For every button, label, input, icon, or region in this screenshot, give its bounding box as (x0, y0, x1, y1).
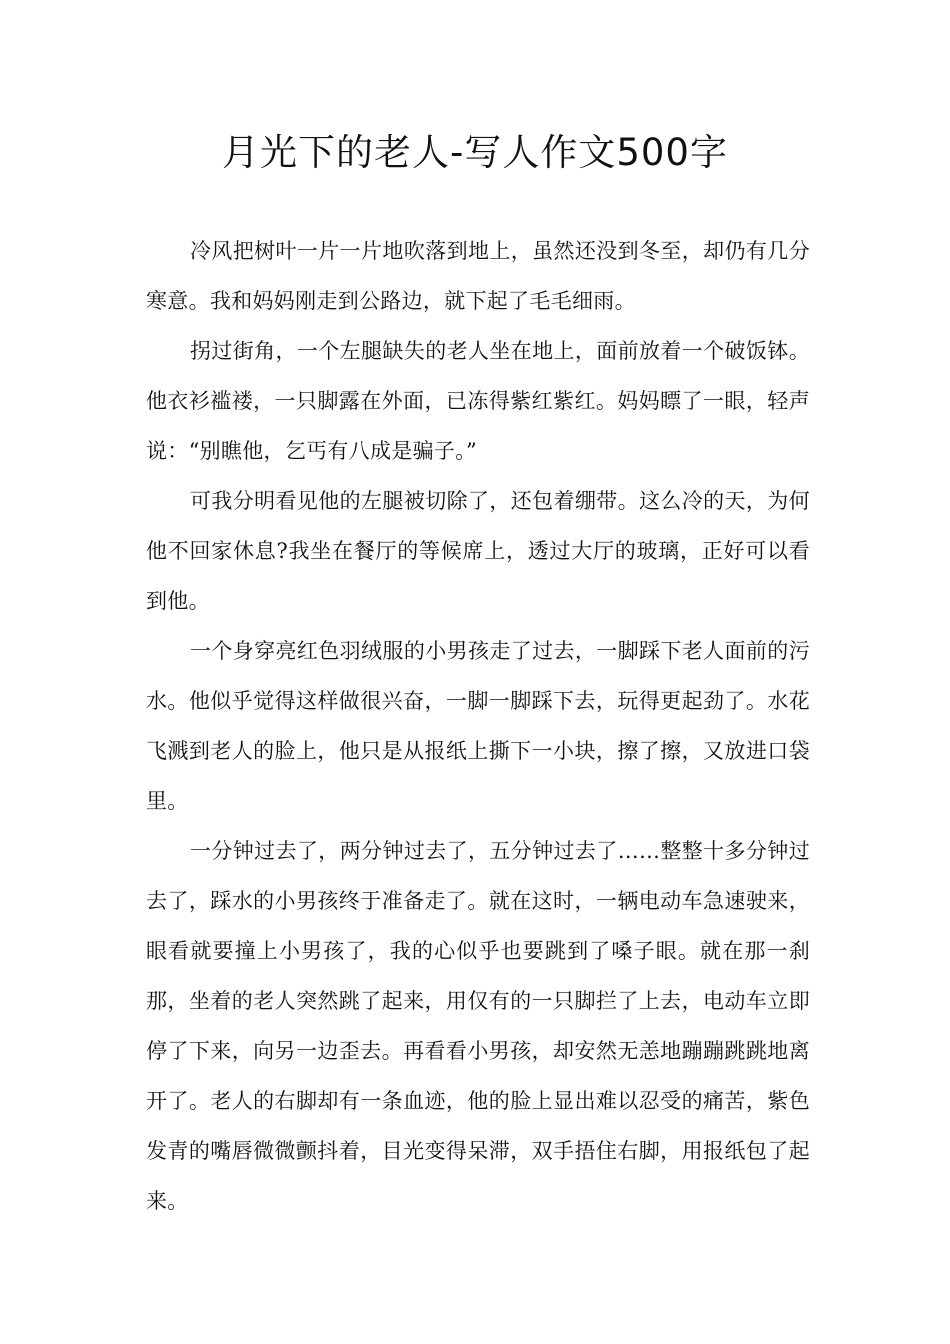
paragraph-2: 拐过街角，一个左腿缺失的老人坐在地上，面前放着一个破饭钵。他衣衫褴褛，一只脚露在外面，已冻得紫红紫红。妈妈瞟了一眼，轻声说：“别瞧他，乞丐有八成是骗子。” (146, 339, 810, 463)
paragraph-3: 可我分明看见他的左腿被切除了，还包着绷带。这么冷的天，为何他不回家休息?我坐在餐厅的等候席上，透过大厅的玻璃，正好可以看到他。 (146, 489, 810, 613)
paragraph-1: 冷风把树叶一片一片地吹落到地上，虽然还没到冬至，却仍有几分寒意。我和妈妈刚走到公路边，就下起了毛毛细雨。 (146, 239, 810, 313)
paragraph-5: 一分钟过去了，两分钟过去了，五分钟过去了……整整十多分钟过去了，踩水的小男孩终于准备走了。就在这时，一辆电动车急速驶来，眼看就要撞上小男孩了，我的心似乎也要跳到了嗓子眼。就在那一刹那，坐着的老人突然跳了起来，用仅有的一只脚拦了上去，电动车立即停了下来，向另一边歪去。再看看小男孩，却安然无恙地蹦蹦跳跳地离开了。老人的右脚却有一条血迹，他的脸上显出难以忍受的痛苦，紫色发青的嘴唇微微颤抖着，目光变得呆滞，双手捂住右脚，用报纸包了起来。 (146, 839, 810, 1213)
document-body (146, 226, 810, 1226)
paragraph-4: 一个身穿亮红色羽绒服的小男孩走了过去，一脚踩下老人面前的污水。他似乎觉得这样做很兴奋，一脚一脚踩下去，玩得更起劲了。水花飞溅到老人的脸上，他只是从报纸上撕下一小块，擦了擦，又放进口袋里。 (146, 639, 810, 813)
document-title: 月光下的老人-写人作文500字 (222, 131, 728, 174)
